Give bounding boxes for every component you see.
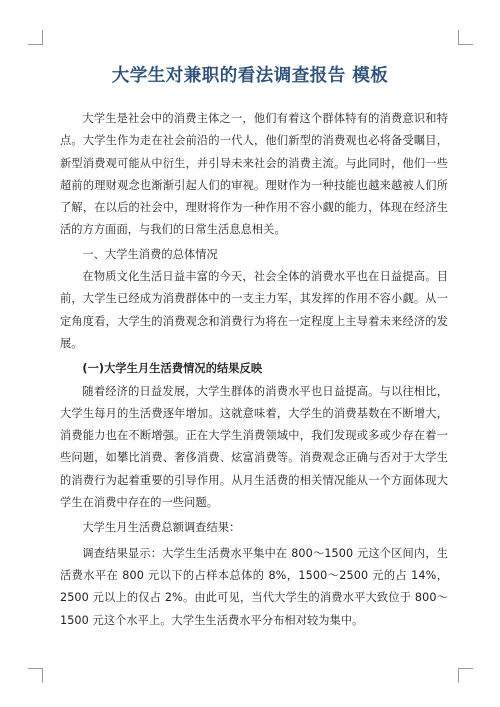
crop-mark-bottom-right <box>458 668 473 683</box>
body-paragraph: 随着经济的日益发展，大学生群体的消费水平也日益提高。与以往相比，大学生每月的生活费逐年增加。这就意味着，大学生的消费基数在不断增大，消费能力也在不断增强。正在大学生消费领域中，我们发现或多或少存在着一些问题，如攀比消费、奢侈消费、炫富消费等。消费观念正确与否对于大学生的消费行为起着重要的引导作用。从月生活费的相关情况能从一个方面体现大学生在消费中存在的一些问题。 <box>60 384 448 510</box>
intro-paragraph: 大学生是社会中的消费主体之一，他们有着这个群体特有的消费意识和特点。大学生作为走在社会前沿的一代人，他们新型的消费观也必将备受瞩目，新型消费观可能从中衍生，并引导未来社会的消费主流。与此同时，他们一些超前的理财观念也渐渐引起人们的审视。理财作为一种技能也越来越被人们所了解，在以后的社会中，理财将作为一种作用不容小觑的能力，体现在经济生活的方方面面，与我们的日常生活息息相关。 <box>60 112 448 237</box>
section-heading-consumption-overview: 一、大学生消费的总体情况 <box>82 247 218 261</box>
crop-mark-top-left <box>28 30 43 45</box>
survey-results-label: 大学生月生活费总额调查结果： <box>82 521 241 535</box>
subsection-heading-monthly-allowance: (一)大学生月生活费情况的结果反映 <box>82 362 263 376</box>
crop-mark-top-right <box>458 30 473 45</box>
body-paragraph: 在物质文化生活日益丰富的今天，社会全体的消费水平也在日益提高。目前，大学生已经成为消费群体中的一支主力军，其发挥的作用不容小觑。从一定角度看，大学生的消费观念和消费行为将在一定程度上主导着未来经济的发展。 <box>60 270 448 350</box>
crop-mark-bottom-left <box>28 668 43 683</box>
document-title: 大学生对兼职的看法调查报告 模板 <box>111 66 389 86</box>
document-body <box>60 108 448 632</box>
survey-results-paragraph: 调查结果显示：大学生生活费水平集中在 800～1500 元这个区间内，生活费水平在 800 元以下的占样本总体的 8%，1500～2500 元的占 14%，2500 元以上的仅占 2%。由此可见，当代大学生的消费水平大致位于 800～1500 元这个水平上。大学生生活费水平分布相对较为集中。 <box>60 546 448 627</box>
